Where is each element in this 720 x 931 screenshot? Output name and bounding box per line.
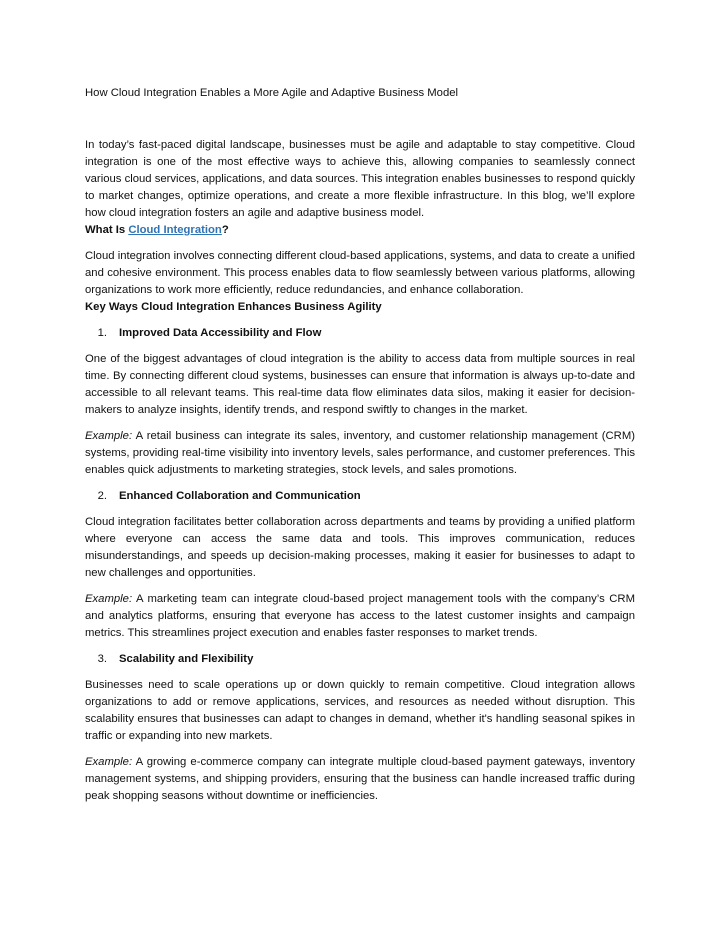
- section-3-body: Businesses need to scale operations up or down quickly to remain competitive. Cloud integration allows organizations to add or remove applications, services, and resources as needed without disruption. This scalability ensures that businesses can adapt to changes in demand, whether it's handling seasonal spikes in traffic or expanding into new markets.: [85, 679, 635, 742]
- example-label: Example:: [85, 430, 133, 442]
- section-2-heading: [85, 488, 635, 505]
- cloud-integration-link[interactable]: Cloud Integration: [128, 224, 222, 236]
- section-1-example: [85, 428, 635, 479]
- document-title: How Cloud Integration Enables a More Agile and Adaptive Business Model: [85, 87, 459, 99]
- section-1-title: Improved Data Accessibility and Flow: [119, 327, 322, 339]
- definition-paragraph: Cloud integration involves connecting different cloud-based applications, systems, and data to create a unified and cohesive environment. This process enables data to flow seamlessly between various platforms, allowing organizations to work more efficiently, reduce redundancies, and enhance collaboration.: [85, 250, 635, 296]
- section-2-body: Cloud integration facilitates better collaboration across departments and teams by providing a unified platform where everyone can access the same data and tools. This improves communication, reduces misunderstandings, and speeds up decision-making processes, making it easier for businesses to adapt to new challenges and opportunities.: [85, 516, 635, 579]
- section-3-example-text: A growing e-commerce company can integrate multiple cloud-based payment gateways, inventory management systems, and shipping providers, ensuring that the business can handle increased traffic during peak shopping seasons without downtime or inefficiencies.: [85, 756, 635, 802]
- example-label: Example:: [85, 756, 133, 768]
- section-2-example: [85, 591, 635, 642]
- section-3-number: 3.: [97, 653, 107, 665]
- what-is-prefix: What Is: [85, 224, 129, 236]
- section-3-heading: [85, 651, 635, 668]
- section-2-example-text: A marketing team can integrate cloud-based project management tools with the company’s CRM and analytics platforms, ensuring that everyone has access to the latest customer insights and campaign metrics. This streamlines project execution and enables faster responses to market trends.: [85, 593, 635, 639]
- section-1-heading: [85, 325, 635, 342]
- section-2-number: 2.: [97, 490, 107, 502]
- what-is-heading: [85, 222, 635, 239]
- intro-paragraph: In today’s fast-paced digital landscape, businesses must be agile and adaptable to stay competitive. Cloud integration is one of the most effective ways to achieve this, allowing companies to seamlessly connect various cloud services, applications, and data sources. This integration enables businesses to respond quickly to market changes, optimize operations, and create a more flexible infrastructure. In this blog, we’ll explore how cloud integration fosters an agile and adaptive business model.: [85, 139, 635, 219]
- section-1-example-text: A retail business can integrate its sales, inventory, and customer relationship management (CRM) systems, providing real-time visibility into inventory levels, sales performance, and customer preferences. This enables quick adjustments to marketing strategies, stock levels, and sales promotions.: [85, 430, 635, 476]
- key-ways-heading: Key Ways Cloud Integration Enhances Business Agility: [85, 301, 382, 313]
- document-body: [85, 137, 635, 805]
- section-3-title: Scalability and Flexibility: [119, 653, 254, 665]
- section-1-number: 1.: [97, 327, 107, 339]
- example-label: Example:: [85, 593, 133, 605]
- section-1-body: One of the biggest advantages of cloud integration is the ability to access data from multiple sources in real time. By connecting different cloud systems, businesses can ensure that information is always up-to-date and accessible to all relevant teams. This real-time data flow eliminates data silos, making it easier for decision-makers to analyze insights, identify trends, and respond swiftly to changes in the market.: [85, 353, 635, 416]
- what-is-suffix: ?: [221, 224, 229, 236]
- section-2-title: Enhanced Collaboration and Communication: [119, 490, 361, 502]
- section-3-example: [85, 754, 635, 805]
